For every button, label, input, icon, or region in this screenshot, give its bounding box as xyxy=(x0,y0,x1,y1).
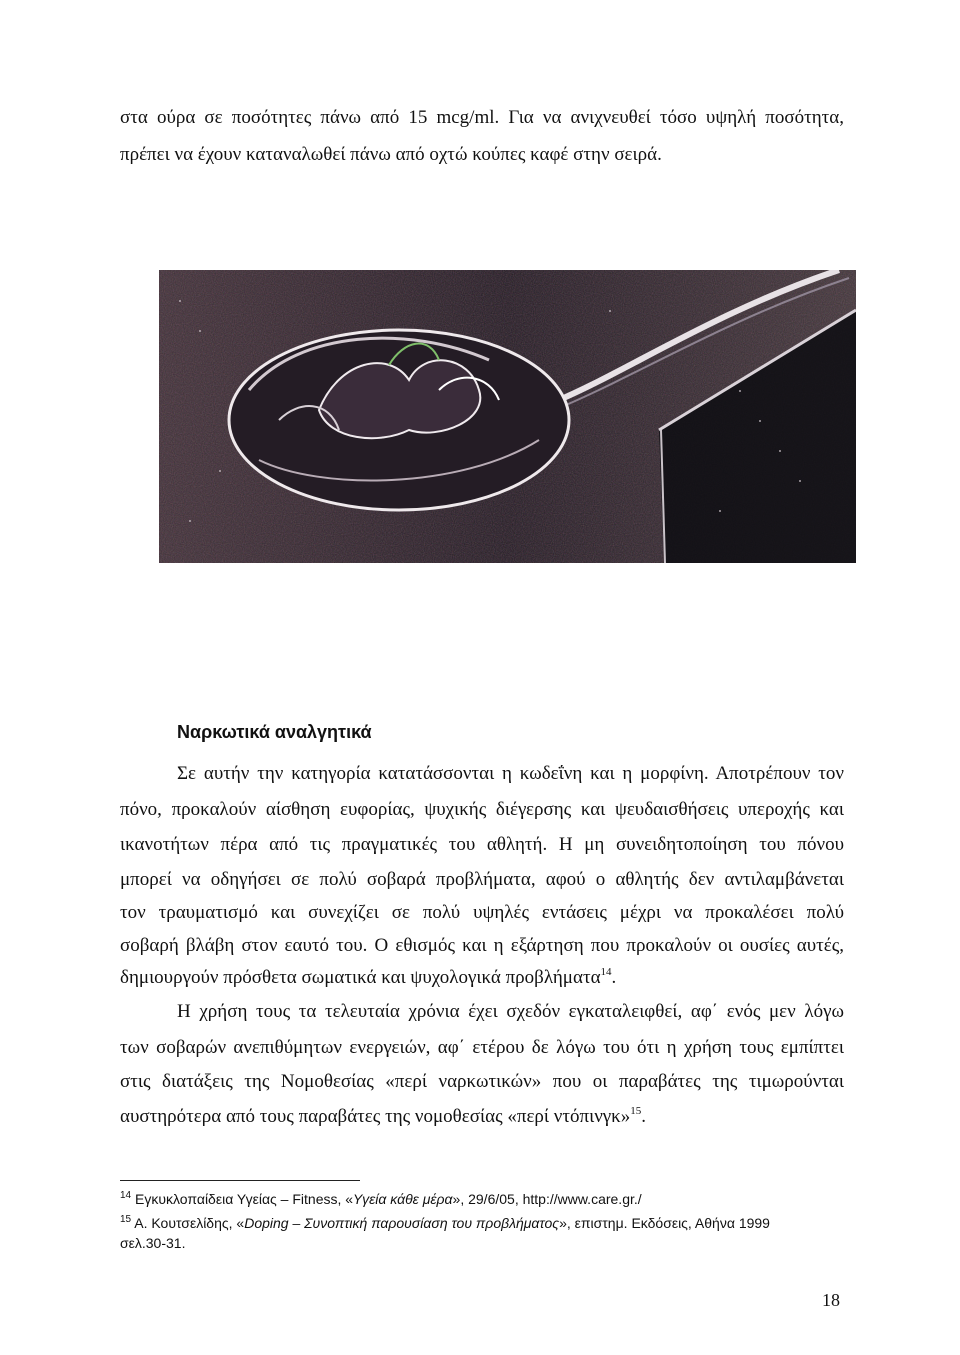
para2-period: . xyxy=(641,1106,647,1127)
para1-line-5: τον τραυματισμό και συνεχίζει σε πολύ υψηλές εντάσεις μέχρι να προκαλέσει πολύ xyxy=(120,902,844,923)
footnote-14-number: 14 xyxy=(120,1190,132,1201)
para1-line-3: ικανοτήτων πέρα από τις πραγματικές του αθλητή. Η μη συνειδητοποίηση του πόνου xyxy=(120,834,844,855)
footnote-14-pre: Εγκυκλοπαίδεια Υγείας – Fitness, « xyxy=(135,1191,354,1207)
para2-line-2: των σοβαρών ανεπιθύμητων ενεργειών, αφ΄ ετέρου δε λόγω του ότι η χρήση τους εμπίπτει xyxy=(120,1037,844,1058)
intro-line-1: στα ούρα σε ποσότητες πάνω από 15 mcg/ml. Για να ανιχνευθεί τόσο υψηλή ποσότητα, xyxy=(120,107,844,128)
para2-line-1: Η χρήση τους τα τελευταία χρόνια έχει σχεδόν εγκαταλειφθεί, αφ΄ ενός μεν λόγω xyxy=(177,1001,844,1022)
footnote-15-number: 15 xyxy=(120,1214,132,1225)
footnote-15-title: Doping – Συνοπτική παρουσίαση του προβλήματος xyxy=(244,1215,560,1231)
para1-line-2: πόνο, προκαλούν αίσθηση ευφορίας, ψυχικής διέγερσης και ψευδαισθήσεις υπεροχής και xyxy=(120,799,844,820)
para1-line-1: Σε αυτήν την κατηγορία κατατάσσονται η κωδεΐνη και η μορφίνη. Αποτρέπουν τον xyxy=(177,763,844,784)
footnote-15-pre: Α. Κουτσελίδης, « xyxy=(134,1215,245,1231)
footnote-14-title: Υγεία κάθε μέρα xyxy=(353,1191,453,1207)
footnote-separator xyxy=(120,1180,360,1181)
footnote-ref-15: 15 xyxy=(630,1105,642,1117)
para1-line-7 xyxy=(120,967,844,989)
footnote-15 xyxy=(120,1214,844,1232)
para2-last-text: αυστηρότερα από τους παραβάτες της νομοθεσίας «περί ντόπινγκ» xyxy=(120,1106,631,1127)
intro-line-2: πρέπει να έχουν καταναλωθεί πάνω από οχτώ κούπες καφέ στην σειρά. xyxy=(120,144,662,165)
para1-period: . xyxy=(611,967,617,988)
page-number: 18 xyxy=(822,1290,840,1310)
para1-line-4: μπορεί να οδηγήσει σε πολύ σοβαρά προβλήματα, αφού ο αθλητής δεν αντιλαμβάνεται xyxy=(120,869,844,890)
footnote-15-post: », επιστημ. Εκδόσεις, Αθήνα 1999 xyxy=(559,1215,770,1231)
para2-line-4 xyxy=(120,1106,844,1128)
footnote-ref-14: 14 xyxy=(600,966,612,978)
para1-line-6: σοβαρή βλάβη στον εαυτό του. Ο εθισμός και η εξάρτηση που προκαλούν οι ουσίες αυτές, xyxy=(120,935,844,956)
para2-line-3: στις διατάξεις της Νομοθεσίας «περί ναρκωτικών» που οι παραβάτες της τιμωρούνται xyxy=(120,1071,844,1092)
footnote-14-post: », 29/6/05, http://www.care.gr./ xyxy=(452,1191,642,1207)
footnote-14 xyxy=(120,1190,844,1208)
spoon-photo xyxy=(159,270,856,563)
para1-last-text: δημιουργούν πρόσθετα σωματικά και ψυχολογικά προβλήματα xyxy=(120,967,601,988)
footnote-15-line-2: σελ.30-31. xyxy=(120,1235,186,1251)
section-heading: Ναρκωτικά αναλγητικά xyxy=(177,722,372,742)
